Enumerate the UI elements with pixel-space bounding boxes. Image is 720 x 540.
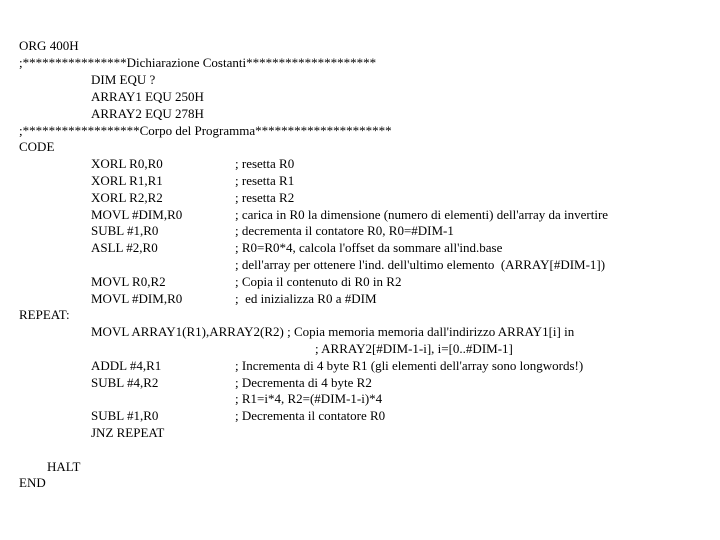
instruction-comment: ; Copia il contenuto di R0 in R2 xyxy=(235,274,402,289)
loop-instruction-op: SUBL #4,R2 xyxy=(91,375,159,390)
instruction-comment: ; ed inizializza R0 a #DIM xyxy=(235,291,377,306)
constants-section-header: ;****************Dichiarazione Costanti******************** xyxy=(19,55,377,70)
array1-equ-line: ARRAY1 EQU 250H xyxy=(91,89,204,104)
instruction-op: SUBL #1,R0 xyxy=(91,223,159,238)
loop-instruction-op: ADDL #4,R1 xyxy=(91,358,162,373)
code-label: CODE xyxy=(19,139,55,154)
loop-instruction-comment: ; Decrementa il contatore R0 xyxy=(235,408,386,423)
instruction-op: XORL R2,R2 xyxy=(91,190,163,205)
instruction-op: XORL R0,R0 xyxy=(91,156,163,171)
instruction-op: MOVL #DIM,R0 xyxy=(91,207,183,222)
org-directive: ORG 400H xyxy=(19,38,79,53)
instruction-op: XORL R1,R1 xyxy=(91,173,163,188)
instruction-comment: ; resetta R0 xyxy=(235,156,295,171)
instruction-comment: ; R0=R0*4, calcola l'offset da sommare all'ind.base xyxy=(235,240,503,255)
instruction-comment: ; dell'array per ottenere l'ind. dell'ultimo elemento (ARRAY[#DIM-1]) xyxy=(235,257,606,272)
instruction-comment: ; resetta R2 xyxy=(235,190,295,205)
loop-instruction-comment: ; R1=i*4, R2=(#DIM-1-i)*4 xyxy=(235,391,383,406)
loop-instruction-comment: ; Incrementa di 4 byte R1 (gli elementi dell'array sono longwords!) xyxy=(235,358,584,373)
instruction-op: MOVL #DIM,R0 xyxy=(91,291,183,306)
repeat-label: REPEAT: xyxy=(19,307,70,322)
jnz-instruction: JNZ REPEAT xyxy=(91,425,165,440)
instruction-comment: ; decrementa il contatore R0, R0=#DIM-1 xyxy=(235,223,454,238)
dim-equ-line: DIM EQU ? xyxy=(91,72,156,87)
loop-copy-comment-continuation: ; ARRAY2[#DIM-1-i], i=[0..#DIM-1] xyxy=(315,341,513,356)
program-section-header: ;******************Corpo del Programma********************* xyxy=(19,123,392,138)
loop-instruction-op: SUBL #1,R0 xyxy=(91,408,159,423)
end-directive: END xyxy=(19,475,46,490)
instruction-op: MOVL R0,R2 xyxy=(91,274,166,289)
loop-instruction-comment: ; Decrementa di 4 byte R2 xyxy=(235,375,372,390)
loop-copy-instruction: MOVL ARRAY1(R1),ARRAY2(R2) ; Copia memoria memoria dall'indirizzo ARRAY1[i] in xyxy=(91,324,575,339)
instruction-comment: ; resetta R1 xyxy=(235,173,295,188)
halt-instruction: HALT xyxy=(47,459,81,474)
array2-equ-line: ARRAY2 EQU 278H xyxy=(91,106,204,121)
instruction-op: ASLL #2,R0 xyxy=(91,240,158,255)
instruction-comment: ; carica in R0 la dimensione (numero di elementi) dell'array da invertire xyxy=(235,207,609,222)
